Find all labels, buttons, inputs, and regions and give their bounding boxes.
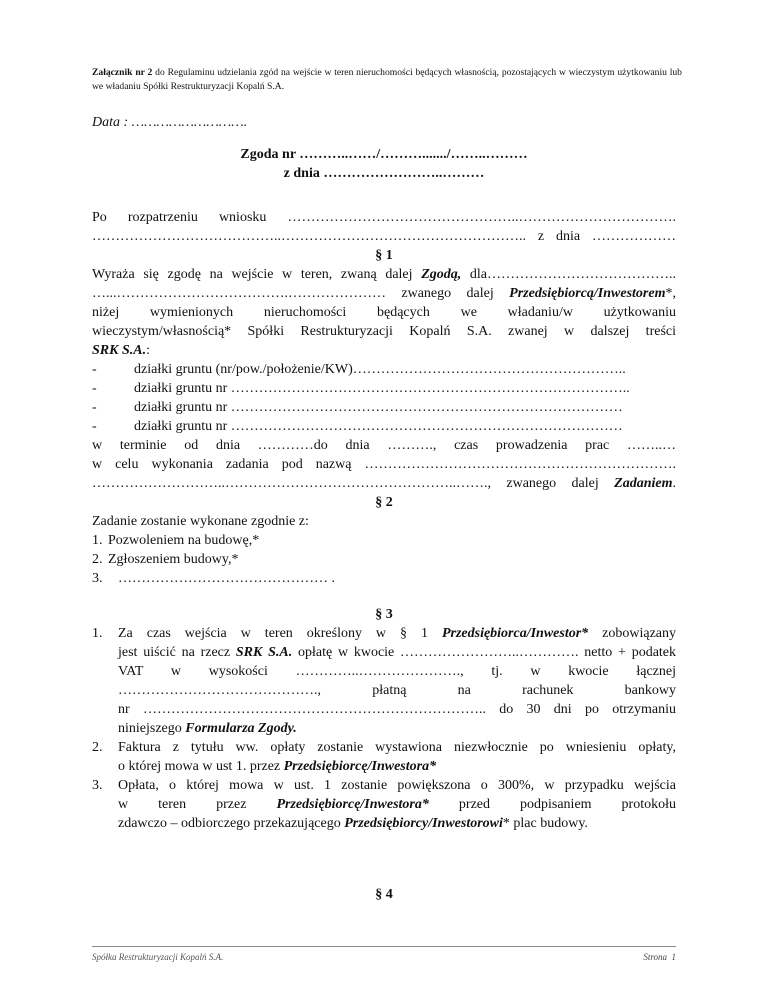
intro-line-2: …………………………………..…………………………………………….. z dnia ……………… [92,229,676,244]
intro-line-1: Po rozpatrzeniu wniosku …………………………………………..……………………………. [92,210,676,225]
consent-number-title: Zgoda nr ………..……/………......./……..……… [240,147,528,162]
s1-line-5: SRK S.A.: [92,343,150,358]
annex-label: Załącznik nr 2 [92,67,153,78]
plot-item: - działki gruntu (nr/pow./położenie/KW)………………………………………………….. [92,362,626,377]
s2-intro: Zadanie zostanie wykonane zgodnie z: [92,514,309,529]
s2-list-item: 2. Zgłoszeniem budowy,* [92,552,239,567]
date-line: Data : ………………………. [92,115,248,130]
consent-date-title: z dnia ……………………..……… [283,166,485,181]
s1-line-1: Wyraża się zgodę na wejście w teren, zwaną dalej Zgodą, dla………………………………….. [92,267,676,282]
section-4-heading: § 4 [375,887,393,902]
plot-item: - działki gruntu nr ………………………………………………………………………… [92,419,623,434]
s1-line-8: ………………………..…………………………………………..……., zwanego dalej Zadaniem. [92,476,676,491]
s2-list-item: 3. ……………………………………… . [92,571,335,586]
s3-paragraph-2: 2. Faktura z tytułu ww. opłaty zostanie wystawiona niezwłocznie po wniesieniu opłaty, o której mowa w ust 1. przez Przedsiębiorcę/Inwestora* [92,740,676,774]
footer-page-label: Strona [643,952,667,962]
footer-page-number: 1 [671,952,676,962]
footer-page [618,952,676,962]
s2-list-item: 1. Pozwoleniem na budowę,* [92,533,260,548]
annex-header [92,66,682,94]
s1-line-4: wieczystym/własnością* Spółki Restrukturyzacji Kopalń S.A. zwanej w dalszej treści [92,324,676,339]
s1-line-2: …...……………………………….………………… zwanego dalej Przedsiębiorcą/Inwestorem*, [92,286,676,301]
plot-item: - działki gruntu nr ………………………………………………………………………….. [92,381,630,396]
s1-line-6: w terminie od dnia …………do dnia ………., czas prowadzenia prac ……..… [92,438,676,453]
s3-paragraph-1: 1. Za czas wejścia w teren określony w § 1 Przedsiębiorca/Inwestor* zobowiązany jest uiścić na rzecz SRK S.A. opłatę w kwocie ……………………..…………. netto + podatek VAT w wysokości …………..…………………., tj. w kwocie łącznej ……………………………………., płatną na rachunek bankowy nr ……………………………………………………………….. do 30 dni po otrzymaniu niniejszego Formularza Zgody. [92,626,677,736]
section-3-heading: § 3 [375,607,393,622]
annex-text: do Regulaminu udzielania zgód na wejście w teren nieruchomości będących własnością, pozostających w wieczystym użytkowaniu lub we władaniu Spółki Restrukturyzacji Kopalń S.A. [92,67,682,92]
plot-item: - działki gruntu nr ………………………………………………………………………… [92,400,623,415]
footer-company: Spółka Restrukturyzacji Kopalń S.A. [92,952,224,962]
document-body [92,208,676,833]
s1-line-7: w celu wykonania zadania pod nazwą …………………………………………………………. [92,457,676,472]
section-1-heading: § 1 [375,248,393,263]
s3-paragraph-3: 3. Opłata, o której mowa w ust. 1 zostanie powiększona o 300%, w przypadku wejścia w teren przez Przedsiębiorcę/Inwestora* przed podpisaniem protokołu zdawczo – odbiorczego przekazującego Przedsiębiorcy/Inwestorowi* plac budowy. [92,778,676,831]
s1-line-3: niżej wymienionych nieruchomości będących we władaniu/w użytkowaniu [92,305,676,320]
section-2-heading: § 2 [375,495,393,510]
footer-divider [92,946,676,947]
